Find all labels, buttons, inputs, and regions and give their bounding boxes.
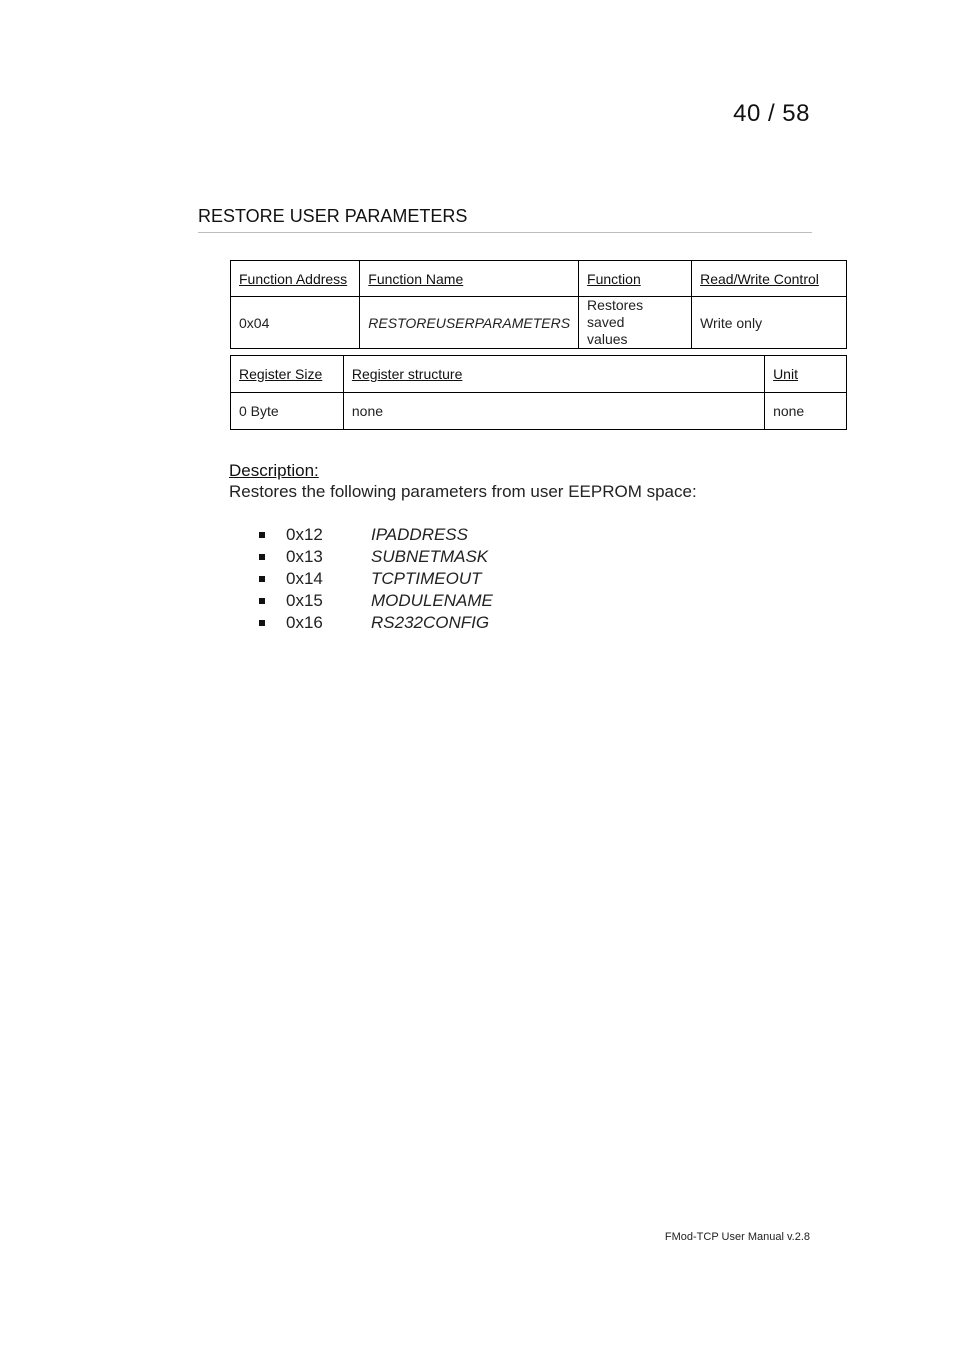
parameter-name: RS232CONFIG [371,613,490,632]
register-structure-value: none [343,393,764,430]
header-register-structure: Register structure [343,356,764,393]
function-value-line2: values [587,331,628,347]
function-name-value: RESTOREUSERPARAMETERS [360,297,579,349]
parameter-code: 0x13 [286,547,323,566]
bullet-icon [259,554,265,560]
header-unit: Unit [765,356,847,393]
parameter-name: IPADDRESS [371,525,468,544]
parameter-code: 0x14 [286,569,323,588]
parameter-code: 0x16 [286,613,323,632]
bullet-icon [259,598,265,604]
parameter-code: 0x15 [286,591,323,610]
function-table-header-row [231,261,847,297]
parameter-name: MODULENAME [371,591,493,610]
function-value-line1: Restores saved [587,297,644,330]
register-size-value: 0 Byte [231,393,344,430]
description-heading: Description: [229,461,319,480]
parameter-name: SUBNETMASK [371,547,489,566]
page-number: 40 / 58 [733,100,810,127]
table-row [231,393,847,430]
function-value [579,297,692,349]
bullet-icon [259,532,265,538]
header-function-address: Function Address [231,261,360,297]
table-row [231,297,847,349]
header-function-name: Function Name [360,261,579,297]
parameter-name: TCPTIMEOUT [371,569,482,588]
header-read-write-control: Read/Write Control [692,261,847,297]
footer-text: FMod-TCP User Manual v.2.8 [664,1231,810,1243]
bullet-icon [259,576,265,582]
register-table-header-row [231,356,847,393]
header-register-size: Register Size [231,356,344,393]
unit-value: none [765,393,847,430]
header-function: Function [579,261,692,297]
read-write-value: Write only [692,297,847,349]
register-table [230,355,847,430]
section-title: RESTORE USER PARAMETERS [198,206,812,233]
parameter-code: 0x12 [286,525,323,544]
function-address-value: 0x04 [231,297,360,349]
description-text: Restores the following parameters from user EEPROM space: [229,482,697,501]
bullet-icon [259,620,265,626]
function-table [230,260,847,349]
